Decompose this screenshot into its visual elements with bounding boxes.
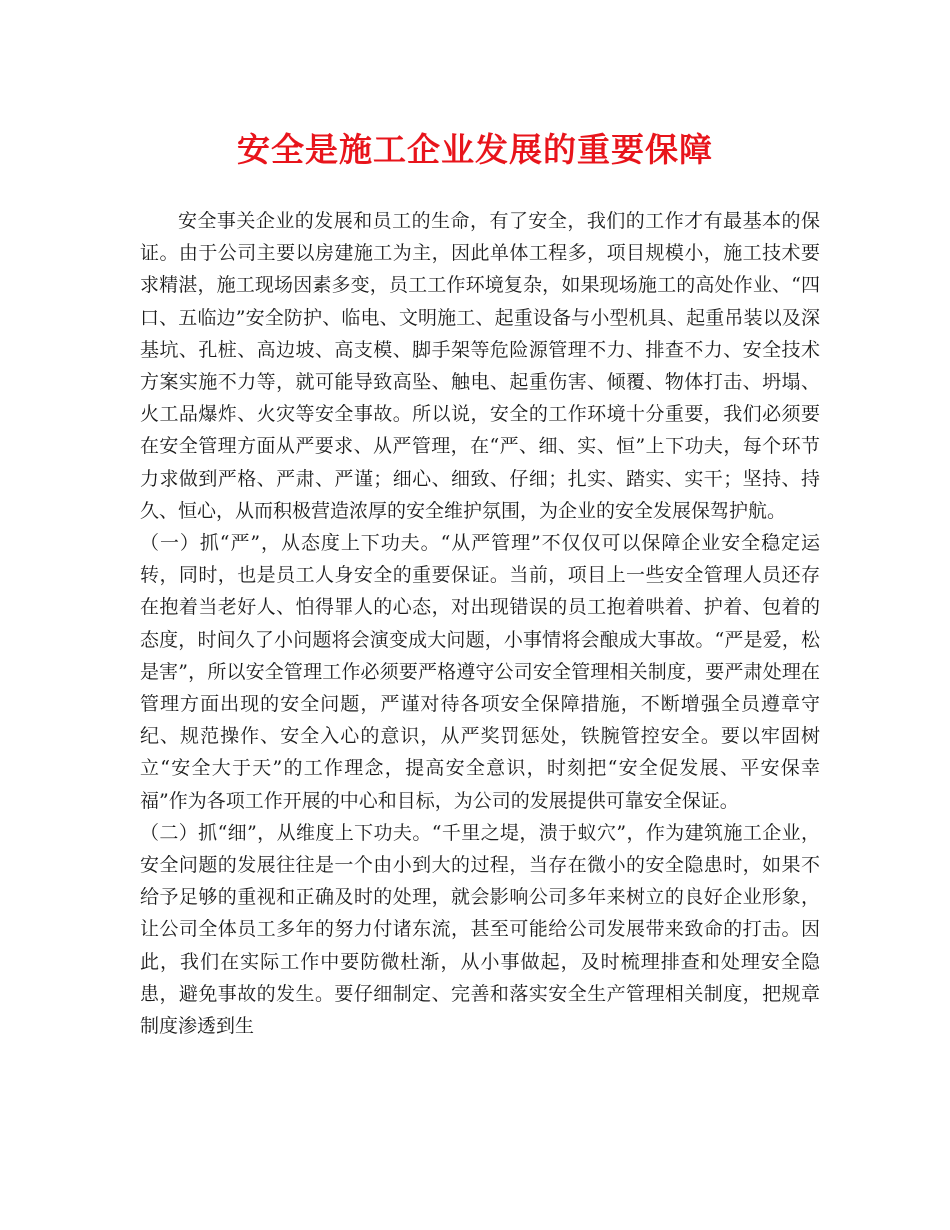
document-title: 安全是施工企业发展的重要保障 — [237, 130, 713, 169]
document-body — [140, 205, 820, 1042]
paragraph-section-2: （二）抓“细”，从维度上下功夫。“千里之堤，溃于蚁穴”，作为建筑施工企业，安全问题的发展往往是一个由小到大的过程，当存在微小的安全隐患时，如果不给予足够的重视和正确及时的处理，就会影响公司多年来树立的良好企业形象，让公司全体员工多年的努力付诸东流，甚至可能给公司发展带来致命的打击。因此，我们在实际工作中要防微杜渐，从小事做起，及时梳理排查和处理安全隐患，避免事故的发生。要仔细制定、完善和落实安全生产管理相关制度，把规章制度渗透到生 — [140, 821, 820, 1038]
paragraph-section-1: （一）抓“严”，从态度上下功夫。“从严管理”不仅仅可以保障企业安全稳定运转，同时，也是员工人身安全的重要保证。当前，项目上一些安全管理人员还存在抱着当老好人、怕得罪人的心态，对出现错误的员工抱着哄着、护着、包着的态度，时间久了小问题将会演变成大问题，小事情将会酿成大事故。“严是爱，松是害”，所以安全管理工作必须要严格遵守公司安全管理相关制度，要严肃处理在管理方面出现的安全问题，严谨对待各项安全保障措施，不断增强全员遵章守纪、规范操作、安全入心的意识，从严奖罚惩处，铁腕管控安全。要以牢固树立“安全大于天”的工作理念，提高安全意识，时刻把“安全促发展、平安保幸福”作为各项工作开展的中心和目标，为公司的发展提供可靠安全保证。 — [140, 532, 820, 812]
paragraph-intro: 安全事关企业的发展和员工的生命，有了安全，我们的工作才有最基本的保证。由于公司主要以房建施工为主，因此单体工程多，项目规模小，施工技术要求精湛，施工现场因素多变，员工工作环境复杂，如果现场施工的高处作业、“四口、五临边”安全防护、临电、文明施工、起重设备与小型机具、起重吊装以及深基坑、孔桩、高边坡、高支模、脚手架等危险源管理不力、排查不力、安全技术方案实施不力等，就可能导致高坠、触电、起重伤害、倾覆、物体打击、坍塌、火工品爆炸、火灾等安全事故。所以说，安全的工作环境十分重要，我们必须要在安全管理方面从严要求、从严管理，在“严、细、实、恒”上下功夫，每个环节力求做到严格、严肃、严谨；细心、细致、仔细；扎实、踏实、实干；坚持、持久、恒心，从而积极营造浓厚的安全维护氛围，为企业的安全发展保驾护航。 — [140, 210, 820, 522]
